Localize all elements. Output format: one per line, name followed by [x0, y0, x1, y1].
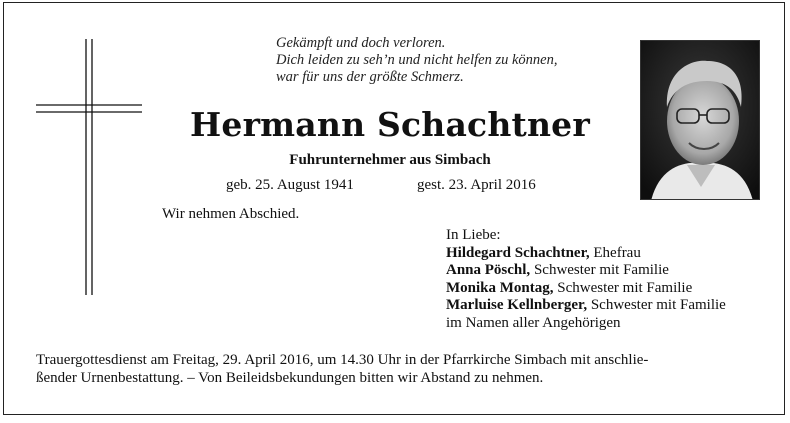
- poem-line: war für uns der größte Schmerz.: [276, 69, 464, 85]
- service-information: [36, 352, 766, 387]
- family-closing: im Namen aller Angehörigen: [446, 314, 621, 331]
- service-line: Trauergottesdienst am Freitag, 29. April 2016, um 14.30 Uhr in der Pfarrkirche Simbach mit anschlie-: [36, 352, 649, 368]
- member-name: Anna Pöschl,: [446, 262, 531, 278]
- cross-icon: [34, 37, 144, 297]
- family-member: [446, 262, 726, 280]
- poem-line: Gekämpft und doch verloren.: [276, 35, 446, 51]
- family-member: [446, 280, 726, 298]
- birth-date: geb. 25. August 1941: [226, 177, 354, 193]
- deceased-occupation: Fuhrunternehmer aus Simbach: [289, 152, 491, 168]
- member-relation: Schwester mit Familie: [553, 279, 693, 296]
- member-name: Marluise Kellnberger,: [446, 297, 588, 313]
- portrait-photo: [640, 40, 760, 200]
- family-member: [446, 245, 726, 263]
- poem-line: Dich leiden zu seh’n und nicht helfen zu können,: [276, 52, 558, 68]
- family-heading: In Liebe:: [446, 227, 501, 243]
- deceased-name: Hermann Schachtner: [190, 105, 590, 144]
- obituary-notice: [3, 2, 785, 415]
- member-relation: Schwester mit Familie: [587, 297, 726, 313]
- member-name: Monika Montag,: [446, 279, 554, 296]
- portrait-illustration: [641, 41, 760, 200]
- death-date: gest. 23. April 2016: [417, 177, 536, 193]
- family-member: [446, 297, 726, 315]
- family-list: [446, 227, 726, 332]
- member-name: Hildegard Schachtner,: [446, 244, 590, 261]
- member-relation: Ehefrau: [589, 244, 641, 261]
- member-relation: Schwester mit Familie: [530, 262, 669, 278]
- poem: [276, 35, 557, 86]
- farewell-text: Wir nehmen Abschied.: [162, 206, 300, 222]
- service-line: ßender Urnenbestattung. – Von Beileidsbekundungen bitten wir Abstand zu nehmen.: [36, 369, 544, 386]
